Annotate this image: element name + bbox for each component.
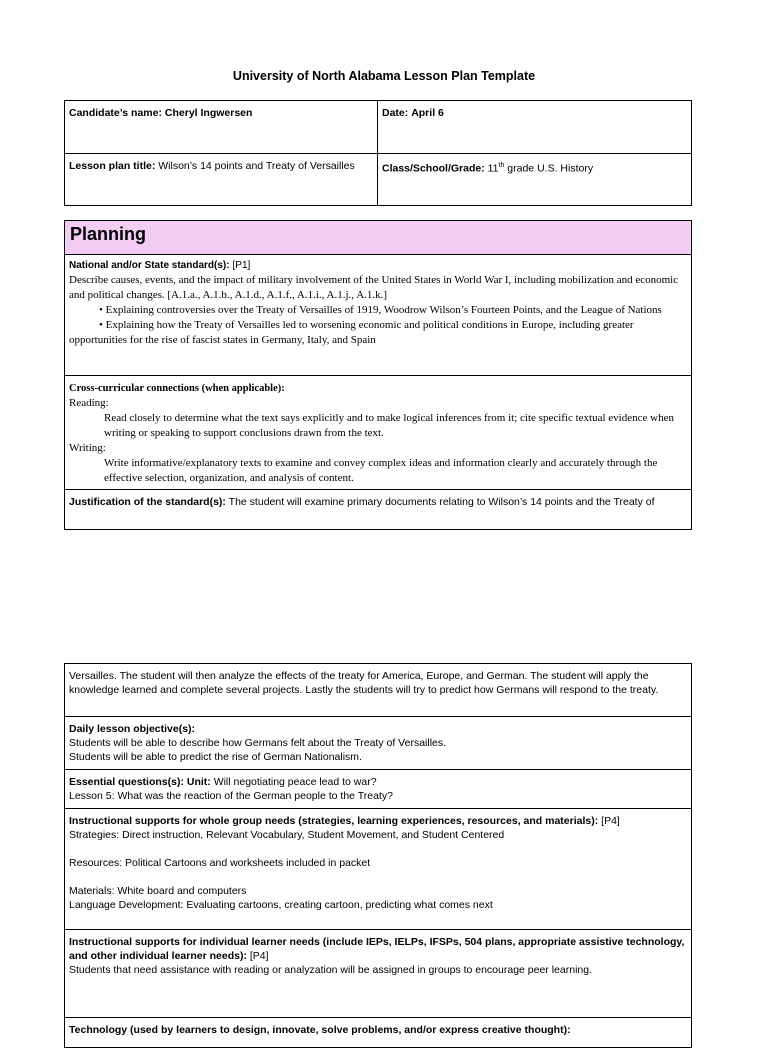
- justification-label: Justification of the standard(s):: [69, 496, 226, 508]
- cross-curricular-cell: [65, 376, 692, 490]
- writing-text: Write informative/explanatory texts to examine and convey complex ideas and information clearly and accurately through the effective selection, organization, and analysis of content.: [104, 457, 658, 484]
- whole-group-label: Instructional supports for whole group needs (strategies, learning experiences, resources, and materials):: [69, 815, 599, 827]
- language-development-text: Language Development: Evaluating cartoons, creating cartoon, predicting what comes next: [69, 899, 493, 911]
- essential-label: Essential questions(s): Unit:: [69, 776, 211, 788]
- individual-needs-label: Instructional supports for individual learner needs (include IEPs, IELPs, IFSPs, 504 plans, appropriate assistive technology, and other individual learner needs):: [69, 936, 685, 962]
- objective-line-2: Students will be able to predict the rise of German Nationalism.: [69, 751, 362, 763]
- standards-bullet-2: • Explaining how the Treaty of Versailles led to worsening economic and political conditions in Europe, including greater opportunities for the rise of fascist states in Germany, Italy, and Spain: [69, 319, 634, 346]
- cross-curricular-label: Cross-curricular connections (when applicable):: [69, 383, 285, 394]
- individual-needs-ref: [P4]: [249, 950, 269, 962]
- class-value-suffix: th: [498, 162, 505, 169]
- page-title: University of North Alabama Lesson Plan Template: [232, 69, 536, 83]
- standards-text: Describe causes, events, and the impact of military involvement of the United States in World War I, including mobilization and economic and political changes. [A.1.a., A.1.b., A.1.d., A.1.f., A.1.i., A.1.j., A.1.k.]: [69, 274, 679, 301]
- writing-label: Writing:: [69, 442, 106, 454]
- class-cell: [378, 154, 692, 206]
- whole-group-ref: [P4]: [601, 815, 620, 827]
- technology-label: Technology (used by learners to design, innovate, solve problems, and/or express creative thought):: [69, 1024, 571, 1036]
- essential-questions-cell: [65, 770, 692, 809]
- candidate-cell: [65, 101, 378, 154]
- reading-label: Reading:: [69, 397, 109, 409]
- reading-text: Read closely to determine what the text says explicitly and to make logical inferences from it; cite specific textual evidence when writing or speaking to support conclusions drawn from the text.: [104, 412, 674, 439]
- justification-cell: [65, 490, 692, 530]
- class-value-text: grade U.S. History: [507, 162, 594, 175]
- lesson-title-cell: [65, 154, 378, 206]
- justification-continued-text: Versailles. The student will then analyze the effects of the treaty for America, Europe, and German. The student will apply the knowledge learned and complete several projects. Lastly the students will try to predict how Germans will respond to the treaty.: [69, 670, 659, 696]
- objective-cell: [65, 717, 692, 770]
- standards-cell: [65, 255, 692, 376]
- justification-continued-cell: [65, 664, 692, 717]
- class-label: Class/School/Grade:: [382, 162, 485, 175]
- individual-needs-cell: [65, 930, 692, 1018]
- lesson-title-value: Wilson’s 14 points and Treaty of Versailles: [158, 160, 355, 172]
- planning-heading: Planning: [65, 221, 692, 255]
- standards-bullet-1: • Explaining controversies over the Treaty of Versailles of 1919, Woodrow Wilson’s Fourteen Points, and the League of Nations: [99, 304, 662, 316]
- individual-needs-text: Students that need assistance with reading or analyzation will be assigned in groups to encourage peer learning.: [69, 964, 593, 976]
- class-value-number: 11: [487, 162, 499, 175]
- candidate-label: Candidate’s name:: [69, 107, 162, 119]
- lesson-title-label: Lesson plan title:: [69, 160, 156, 172]
- objective-line-1: Students will be able to describe how Germans felt about the Treaty of Versailles.: [69, 737, 447, 749]
- whole-group-cell: [65, 809, 692, 930]
- candidate-value: Cheryl Ingwersen: [164, 107, 253, 119]
- justification-text: The student will examine primary documents relating to Wilson’s 14 points and the Treaty of: [228, 496, 655, 508]
- header-table: [64, 100, 692, 206]
- resources-text: Resources: Political Cartoons and worksheets included in packet: [69, 857, 371, 869]
- continuation-table: [64, 663, 692, 1048]
- date-cell: [378, 101, 692, 154]
- technology-cell: [65, 1018, 692, 1048]
- objective-label: Daily lesson objective(s):: [69, 723, 196, 735]
- date-label: Date:: [382, 107, 409, 119]
- standards-label: National and/or State standard(s):: [69, 260, 230, 271]
- essential-lesson-text: Lesson 5: What was the reaction of the German people to the Treaty?: [69, 790, 393, 802]
- standards-ref: [P1]: [232, 260, 251, 271]
- essential-unit-text: Will negotiating peace lead to war?: [213, 776, 377, 788]
- planning-table: [64, 220, 692, 530]
- strategies-text: Strategies: Direct instruction, Relevant Vocabulary, Student Movement, and Student Centered: [69, 829, 505, 841]
- materials-text: Materials: White board and computers: [69, 885, 247, 897]
- date-value: April 6: [411, 107, 444, 119]
